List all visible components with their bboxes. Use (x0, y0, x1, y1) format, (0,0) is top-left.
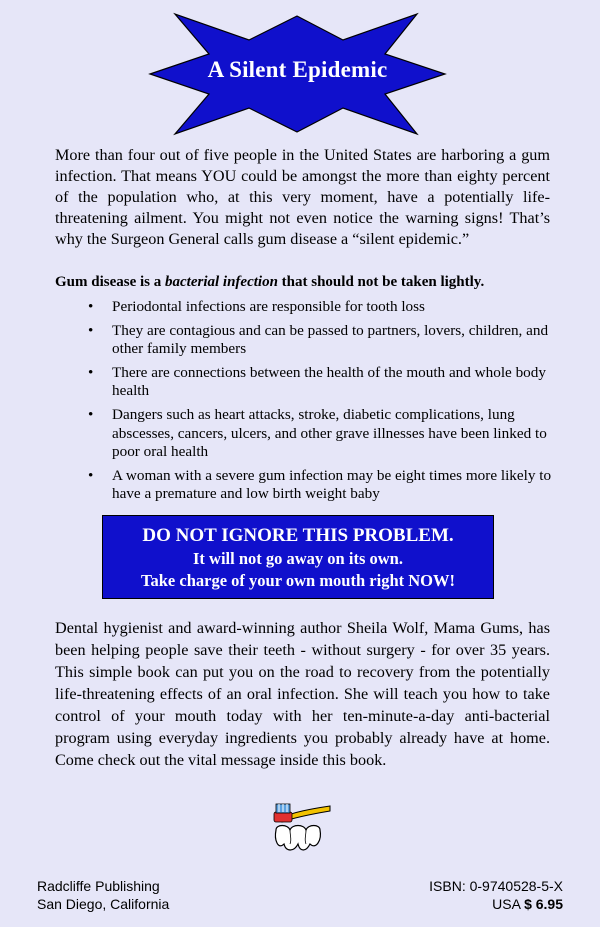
list-item-text: They are contagious and can be passed to partners, lovers, children, and other family members (112, 321, 549, 358)
isbn-number: ISBN: 0-9740528-5-X (429, 878, 563, 894)
subhead-emphasis: bacterial infection (165, 274, 278, 290)
price-prefix: USA (492, 896, 525, 912)
list-item-text: There are connections between the health of the mouth and whole body health (112, 363, 546, 400)
price-line (429, 895, 563, 913)
author-bio-paragraph: Dental hygienist and award-winning author Sheila Wolf, Mama Gums, has been helping people save their teeth - without surgery - for over 35 years. This simple book can put you on the road to recovery from the potentially life-threatening effects of an oral infection. She will teach you how to take control of your mouth today with her ten-minute-a-day anti-bacterial program using everyday ingredients you probably already have at home. Come check out the vital message inside this book. (55, 619, 550, 769)
publisher-info (37, 877, 169, 913)
callout-line-3: Take charge of your own mouth right NOW! (141, 571, 455, 590)
price-value: $ 6.95 (524, 896, 563, 912)
list-item (88, 322, 558, 359)
bullet-icon: • (88, 298, 94, 315)
list-item (88, 406, 558, 462)
bullet-list (88, 298, 558, 509)
bullet-icon: • (88, 405, 94, 423)
callout-headline: DO NOT IGNORE THIS PROBLEM. (142, 525, 454, 546)
subhead-suffix: that should not be taken lightly. (277, 274, 485, 290)
list-item (88, 298, 558, 317)
publisher-name: Radcliffe Publishing (37, 878, 160, 894)
list-item-text: Periodontal infections are responsible for tooth loss (112, 298, 425, 315)
page-title: A Silent Epidemic (207, 57, 388, 82)
list-item-text: A woman with a severe gum infection may be eight times more likely to have a premature and low birth weight baby (112, 466, 552, 503)
title-starburst (145, 10, 450, 138)
isbn-price-info (429, 877, 563, 913)
callout-line-2: It will not go away on its own. (193, 549, 403, 568)
section-subheading (55, 274, 555, 291)
publisher-location: San Diego, California (37, 896, 170, 912)
list-item (88, 467, 558, 504)
list-item (88, 364, 558, 401)
bullet-icon: • (88, 321, 94, 339)
list-item-text: Dangers such as heart attacks, stroke, diabetic complications, lung abscesses, cancers, ulcers, and other grave illnesses have been linked to poor oral health (112, 405, 547, 461)
subhead-prefix: Gum disease is a (55, 274, 166, 290)
bullet-icon: • (88, 363, 94, 381)
callout-box (102, 515, 494, 599)
toothbrush-teeth-icon (270, 800, 332, 856)
bullet-icon: • (88, 466, 94, 484)
intro-paragraph: More than four out of five people in the United States are harboring a gum infection. That means YOU could be amongst the more than eighty percent of the population who, at this very moment, have a potentially life-threatening ailment. You might not even notice the warning signs! That’s why the Surgeon General calls gum disease a “silent epidemic.” (55, 146, 550, 248)
